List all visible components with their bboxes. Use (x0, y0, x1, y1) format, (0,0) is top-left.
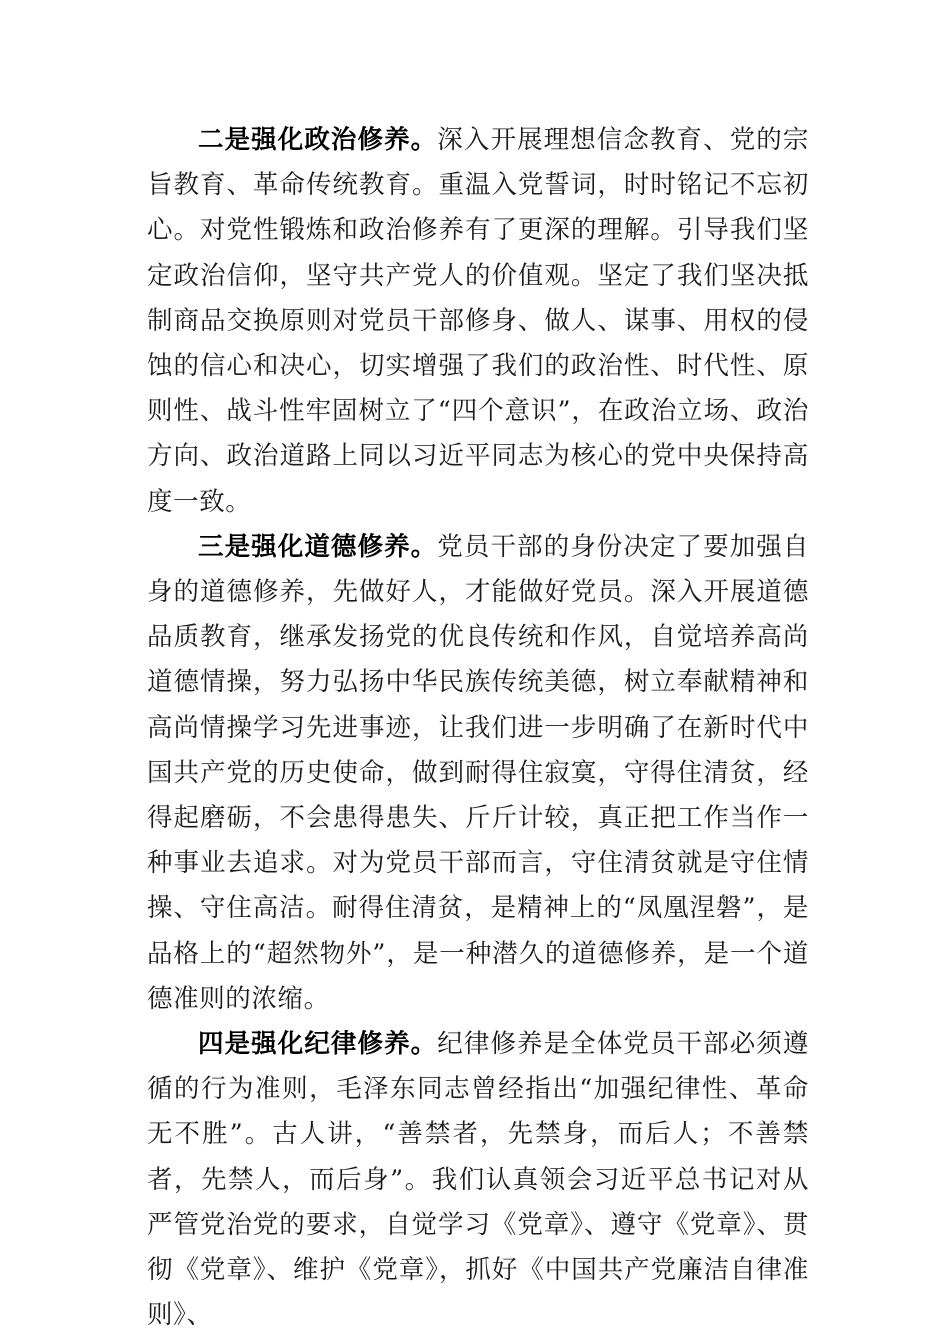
paragraph-text: 纪律修养是全体党员干部必须遵循的行为准则，毛泽东同志曾经指出“加强纪律性、革命无不胜”。古人讲，“善禁者，先禁身，而后人；不善禁者，先禁人，而后身”。我们认真领会习近平总书记对从严管党治党的要求，自觉学习《党章》、遵守《党章》、贯彻《党章》、维护《党章》，抓好《中国共产党廉洁自律准则》、 (147, 1029, 809, 1331)
paragraph-heading: 二是强化政治修养。 (198, 125, 438, 155)
paragraph-moral-cultivation (147, 525, 809, 1022)
paragraph-heading: 三是强化道德修养。 (198, 531, 438, 562)
paragraph-text: 深入开展理想信念教育、党的宗旨教育、革命传统教育。重温入党誓词，时时铭记不忘初心。对党性锻炼和政治修养有了更深的理解。引导我们坚定政治信仰，坚守共产党人的价值观。坚定了我们坚决抵制商品交换原则对党员干部修身、做人、谋事、用权的侵蚀的信心和决心，切实增强了我们的政治性、时代性、原则性、战斗性牢固树立了“四个意识”，在政治立场、政治方向、政治道路上同以习近平同志为核心的党中央保持高度一致。 (147, 125, 809, 517)
paragraph-heading: 四是强化纪律修养。 (198, 1029, 438, 1060)
document-body (147, 118, 809, 1338)
paragraph-political-cultivation (147, 118, 809, 525)
paragraph-discipline-cultivation (147, 1022, 809, 1338)
paragraph-text: 党员干部的身份决定了要加强自身的道德修养，先做好人，才能做好党员。深入开展道德品质教育，继承发扬党的优良传统和作风，自觉培养高尚道德情操，努力弘扬中华民族传统美德，树立奉献精神和高尚情操学习先进事迹，让我们进一步明确了在新时代中国共产党的历史使命，做到耐得住寂寞，守得住清贫，经得起磨砺，不会患得患失、斤斤计较，真正把工作当作一种事业去追求。对为党员干部而言，守住清贫就是守住情操、守住高洁。耐得住清贫，是精神上的“凤凰涅磐”，是品格上的“超然物外”，是一种潜久的道德修养，是一个道德准则的浓缩。 (147, 531, 809, 1014)
